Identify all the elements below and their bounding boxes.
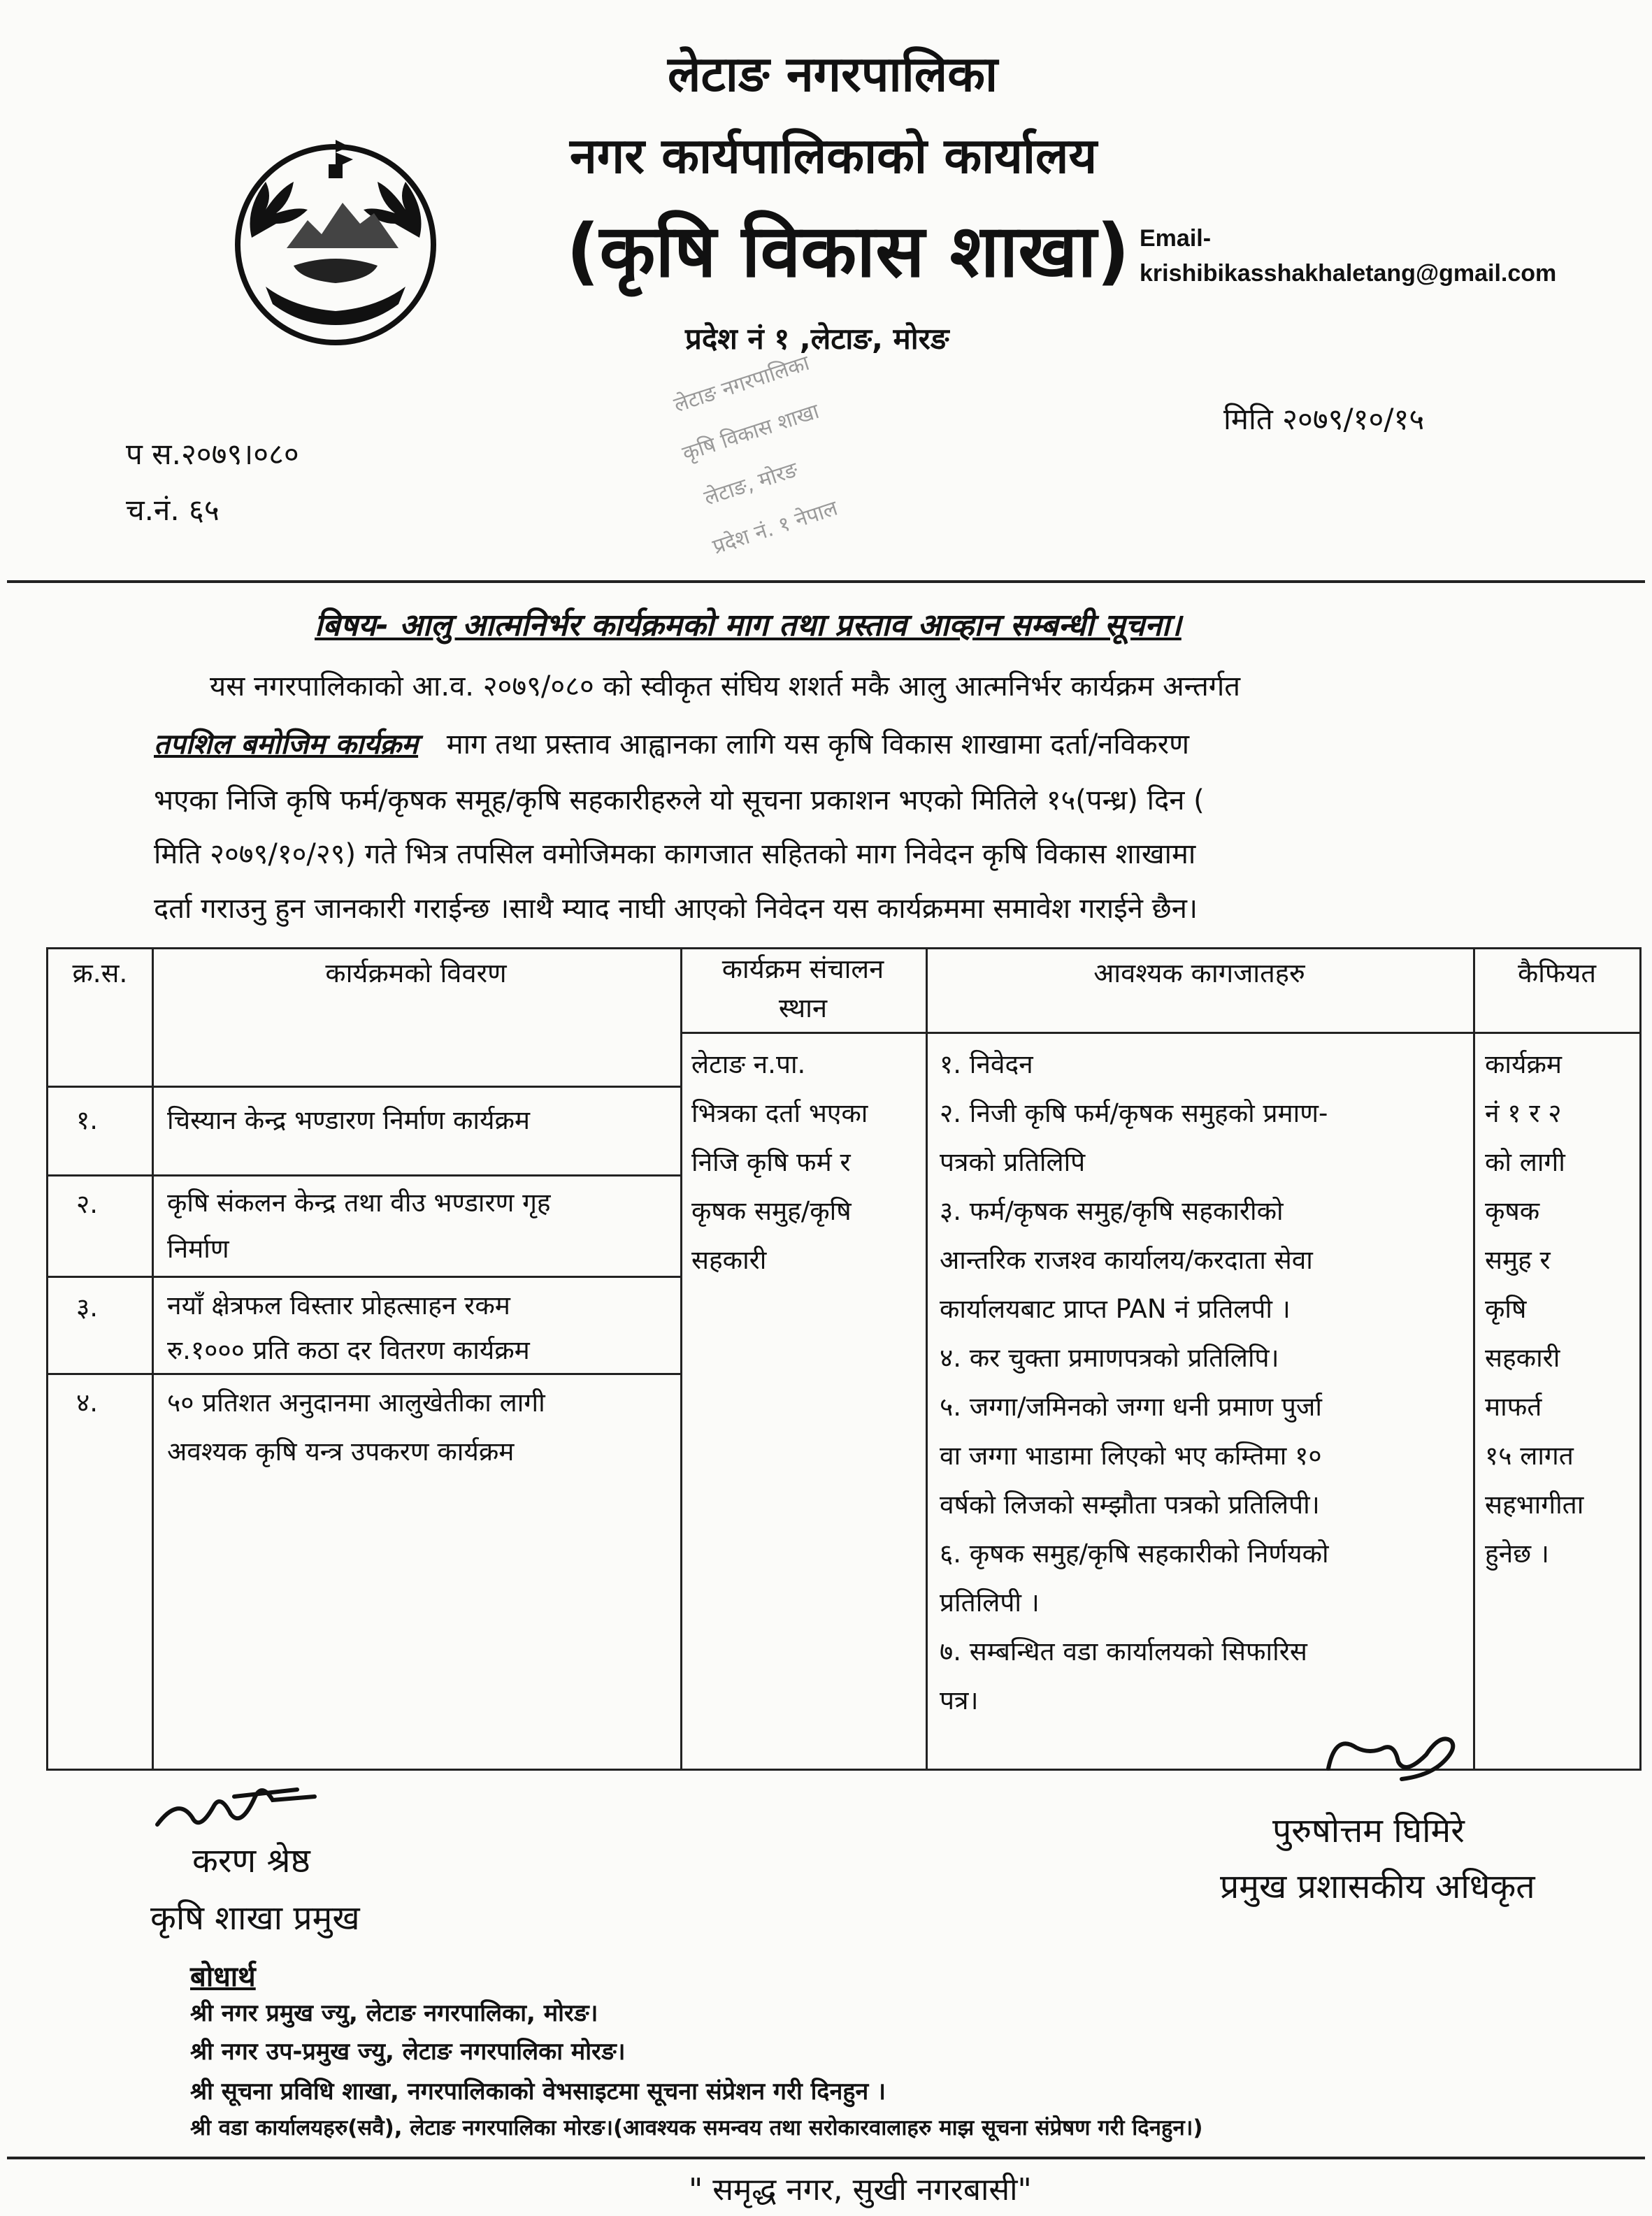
- cc-title: बोधार्थ: [190, 1961, 256, 1993]
- program-table: [46, 947, 1642, 1771]
- remarks-line: समुह र: [1485, 1245, 1551, 1275]
- table-divider: [680, 949, 682, 1769]
- email-address[interactable]: krishibikasshakhaletang@gmail.com: [1140, 260, 1557, 287]
- document-line: पत्र।: [940, 1685, 979, 1715]
- remarks-line: नं १ र २: [1485, 1098, 1562, 1128]
- body-line: मिति २०७९/१०/२९) गते भित्र तपसिल वमोजिमका कागजात सहितको माग निवेदन कृषि विकास शाखामा: [154, 838, 1196, 870]
- document-line: ६. कृषक समुह/कृषि सहकारीको निर्णयको: [940, 1539, 1329, 1569]
- document-line: ४. कर चुक्ता प्रमाणपत्रको प्रतिलिपि।: [940, 1343, 1279, 1373]
- header-place: [680, 949, 926, 1028]
- document-line: १. निवेदन: [940, 1049, 1033, 1079]
- row-desc-line: नयाँ क्षेत्रफल विस्तार प्रोहत्साहन रकम: [167, 1290, 510, 1321]
- row-desc-line: रु.१००० प्रति कठा दर वितरण कार्यक्रम: [167, 1335, 530, 1365]
- office-address: प्रदेश नं १ ,लेटाङ, मोरङ: [685, 322, 949, 356]
- right-signatory-title: प्रमुख प्रशासकीय अधिकृत: [1220, 1867, 1535, 1906]
- section-name: (कृषि विकास शाखा): [566, 208, 1130, 294]
- table-divider: [680, 1032, 1642, 1034]
- table-divider: [926, 949, 928, 1769]
- cc-line: श्री सूचना प्रविधि शाखा, नगरपालिकाको वेभसाइटमा सूचना संप्रेशन गरी दिनहुन ।: [190, 2078, 886, 2106]
- document-line: ३. फर्म/कृषक समुह/कृषि सहकारीको: [940, 1196, 1284, 1226]
- remarks-line: हुनेछ ।: [1485, 1539, 1549, 1569]
- body-emphasis: तपशिल बमोजिम कार्यक्रम: [154, 728, 419, 761]
- document-line: आन्तरिक राजश्व कार्यालय/करदाता सेवा: [940, 1245, 1313, 1275]
- row-desc-line: चिस्यान केन्द्र भण्डारण निर्माण कार्यक्रम: [167, 1105, 531, 1135]
- remarks-line: कृषि: [1485, 1294, 1527, 1324]
- required-documents: [940, 1040, 1467, 1725]
- nepal-emblem-icon: [224, 126, 447, 350]
- body-line: यस नगरपालिकाको आ.व. २०७९/०८० को स्वीकृत संघिय शशर्त मकै आलु आत्मनिर्भर कार्यक्रम अन्तर्गत: [210, 670, 1241, 703]
- place-line: भित्रका दर्ता भएका: [691, 1098, 868, 1128]
- left-signatory-name: करण श्रेष्ठ: [192, 1841, 310, 1880]
- document-line: ७. सम्बन्धित वडा कार्यालयको सिफारिस: [940, 1636, 1307, 1667]
- row-desc-line: निर्माण: [167, 1234, 229, 1264]
- document-line: पत्रको प्रतिलिपि: [940, 1147, 1086, 1177]
- row-desc-line: कृषि संकलन केन्द्र तथा वीउ भण्डारण गृह: [167, 1188, 551, 1218]
- row-sn: ३.: [76, 1293, 99, 1323]
- slogan: " समृद्ध नगर, सुखी नगरबासी": [689, 2172, 1032, 2208]
- fiscal-ref: प स.२०७९।०८०: [126, 437, 299, 471]
- document-line: वर्षको लिजको सम्झौता पत्रको प्रतिलिपी।: [940, 1490, 1320, 1520]
- remarks: [1485, 1040, 1635, 1578]
- municipality-name: लेटाङ नगरपालिका: [668, 45, 998, 103]
- table-divider: [48, 1174, 680, 1177]
- table-divider: [48, 1086, 680, 1088]
- remarks-line: माफर्त: [1485, 1392, 1542, 1422]
- remarks-line: सहकारी: [1485, 1343, 1560, 1373]
- table-divider: [48, 1276, 680, 1278]
- row-description: [167, 1180, 670, 1272]
- header-documents: आवश्यक कागजातहरु: [1093, 958, 1305, 988]
- office-name: नगर कार्यपालिकाको कार्यालय: [570, 127, 1098, 185]
- document-line: प्रतिलिपी ।: [940, 1588, 1040, 1618]
- place-line: सहकारी: [691, 1245, 767, 1275]
- footer-divider: [7, 2157, 1645, 2159]
- row-desc-line: ५० प्रतिशत अनुदानमा आलुखेतीका लागी: [167, 1388, 545, 1418]
- row-sn: १.: [76, 1105, 99, 1135]
- row-sn: ४.: [76, 1388, 99, 1418]
- table-divider: [48, 1373, 680, 1375]
- right-signatory-name: पुरुषोत्तम घिमिरे: [1272, 1811, 1465, 1850]
- document-line: कार्यालयबाट प्राप्त PAN नं प्रतिलपी ।: [940, 1294, 1291, 1324]
- cc-line: श्री नगर उप-प्रमुख ज्यु, लेटाङ नगरपालिका मोरङ।: [190, 2038, 626, 2066]
- header-sn: क्र.स.: [72, 958, 128, 988]
- dispatch-number: च.नं. ६५: [126, 493, 220, 527]
- place-line: निजि कृषि फर्म र: [691, 1147, 851, 1177]
- row-description: [167, 1379, 670, 1476]
- header-place-line: कार्यक्रम संचालन: [721, 954, 884, 984]
- row-description: [167, 1283, 670, 1373]
- body-line: दर्ता गराउनु हुन जानकारी गराईन्छ ।साथै म्याद नाघी आएको निवेदन यस कार्यक्रममा समावेश गराईने छैन।: [154, 893, 1198, 925]
- cc-line: श्री वडा कार्यालयहरु(सवै), लेटाङ नगरपालिका मोरङ।(आवश्यक समन्वय तथा सरोकारवालाहरु माझ सूचना संप्रेषण गरी दिनहुन।): [190, 2115, 1203, 2141]
- remarks-line: सहभागीता: [1485, 1490, 1584, 1520]
- remarks-line: कार्यक्रम: [1485, 1049, 1563, 1079]
- letter-date: मिति २०७९/१०/१५: [1223, 402, 1425, 436]
- remarks-line: को लागी: [1485, 1147, 1565, 1177]
- left-signatory-title: कृषि शाखा प्रमुख: [150, 1899, 360, 1938]
- table-divider: [152, 949, 154, 1769]
- body-line: भएका निजि कृषि फर्म/कृषक समूह/कृषि सहकारीहरुले यो सूचना प्रकाशन भएको मितिले १५(पन्ध्र) दिन (: [154, 784, 1205, 816]
- row-description: [167, 1096, 670, 1145]
- remarks-line: १५ लागत: [1485, 1441, 1574, 1471]
- header-divider: [7, 580, 1645, 583]
- place-line: लेटाङ न.पा.: [691, 1049, 806, 1079]
- row-desc-line: अवश्यक कृषि यन्त्र उपकरण कार्यक्रम: [167, 1437, 515, 1467]
- remarks-line: कृषक: [1485, 1196, 1540, 1226]
- cc-line: श्री नगर प्रमुख ज्यु, लेटाङ नगरपालिका, मोरङ।: [190, 1999, 598, 2027]
- body-line: [154, 728, 1573, 761]
- document-line: ५. जग्गा/जमिनको जग्गा धनी प्रमाण पुर्जा: [940, 1392, 1322, 1422]
- stamp-line: कृषि विकास शाखा: [679, 398, 823, 467]
- row-sn: २.: [76, 1189, 99, 1219]
- stamp-line: लेटाङ नगरपालिका: [670, 350, 813, 418]
- email-label: Email-: [1140, 225, 1212, 252]
- document-line: वा जग्गा भाडामा लिएको भए कम्तिमा १०: [940, 1441, 1322, 1471]
- document-line: २. निजी कृषि फर्म/कृषक समुहको प्रमाण-: [940, 1098, 1328, 1128]
- header-description: कार्यक्रमको विवरण: [325, 958, 507, 988]
- header-remarks: कैफियत: [1517, 958, 1597, 988]
- stamp-line: प्रदेश नं. १ नेपाल: [710, 496, 841, 560]
- header-place-line: स्थान: [778, 993, 828, 1023]
- program-place: [691, 1040, 919, 1285]
- body-text: माग तथा प्रस्ताव आह्वानका लागि यस कृषि विकास शाखामा दर्ता/नविकरण: [446, 728, 1190, 761]
- right-signature-icon: [1314, 1720, 1482, 1797]
- table-divider: [1473, 949, 1475, 1769]
- stamp-line: लेटाङ, मोरङ: [701, 457, 801, 511]
- place-line: कृषक समुह/कृषि: [691, 1196, 852, 1226]
- subject-line: बिषय- आलु आत्मनिर्भर कार्यक्रमको माग तथा प्रस्ताव आव्हान सम्बन्धी सूचना।: [315, 607, 1181, 643]
